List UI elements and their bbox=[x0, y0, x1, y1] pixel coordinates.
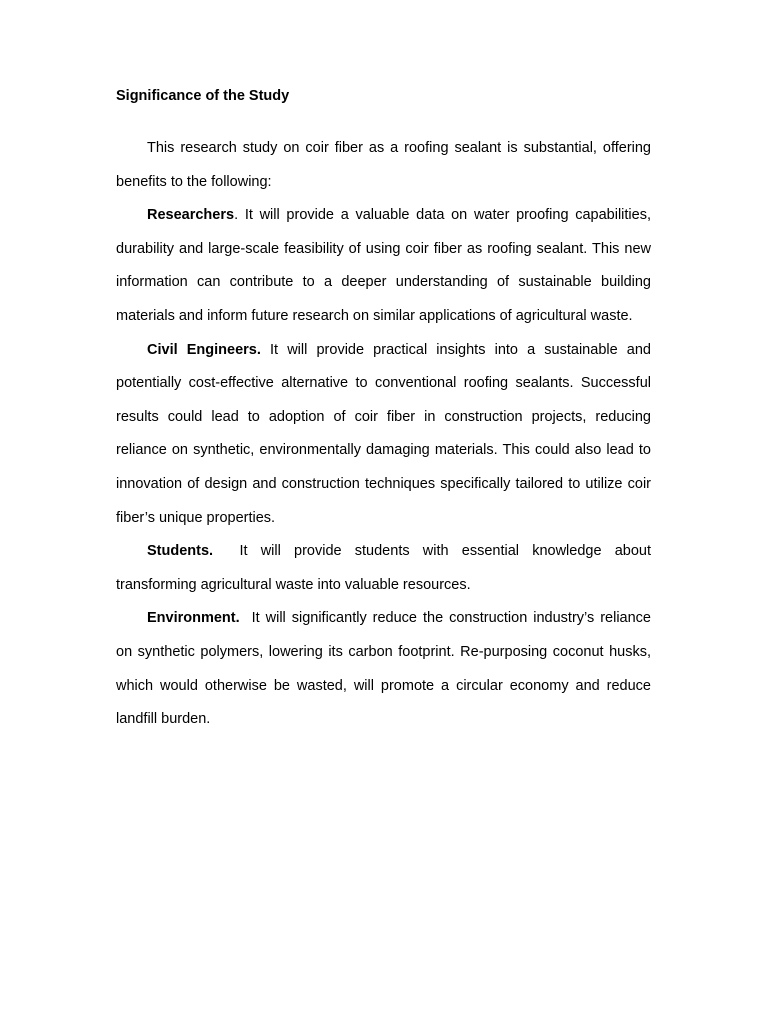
paragraph-students bbox=[116, 535, 656, 602]
text-researchers: . It will provide a valuable data on water proofing capabilities, durability and large-scale feasibility of using coir fiber as roofing sealant. This new information can contribute to a deeper understanding of sustainable building materials and inform future research on similar applications of agricultural waste. bbox=[116, 207, 651, 324]
document-page bbox=[116, 83, 656, 737]
term-civil-engineers: Civil Engineers. bbox=[147, 341, 261, 358]
text-civil-engineers: It will provide practical insights into a sustainable and potentially cost-effective alternative to conventional roofing sealants. Successful results could lead to adoption of coir fiber in construction projects, reducing reliance on synthetic, environmentally damaging materials. This could also lead to innovation of design and construction techniques specifically tailored to utilize coir fiber’s unique properties. bbox=[116, 341, 651, 526]
paragraph-researchers bbox=[116, 199, 651, 333]
intro-text: This research study on coir fiber as a roofing sealant is substantial, offering benefits to the following: bbox=[116, 140, 651, 190]
paragraph-civil-engineers bbox=[116, 334, 651, 536]
term-students: Students. bbox=[147, 543, 214, 560]
term-environment: Environment. bbox=[147, 610, 240, 627]
text-environment: It will significantly reduce the construction industry’s reliance on synthetic polymers, lowering its carbon footprint. Re-purposing coconut husks, which would otherwise be wasted, will promote a circular economy and reduce landfill burden. bbox=[116, 610, 656, 728]
term-researchers: Researchers bbox=[147, 207, 235, 224]
section-heading: Significance of the Study bbox=[116, 88, 290, 104]
intro-paragraph bbox=[116, 132, 651, 199]
text-students: It will provide students with essential knowledge about transforming agricultural waste into valuable resources. bbox=[116, 543, 656, 593]
paragraph-environment bbox=[116, 602, 656, 736]
